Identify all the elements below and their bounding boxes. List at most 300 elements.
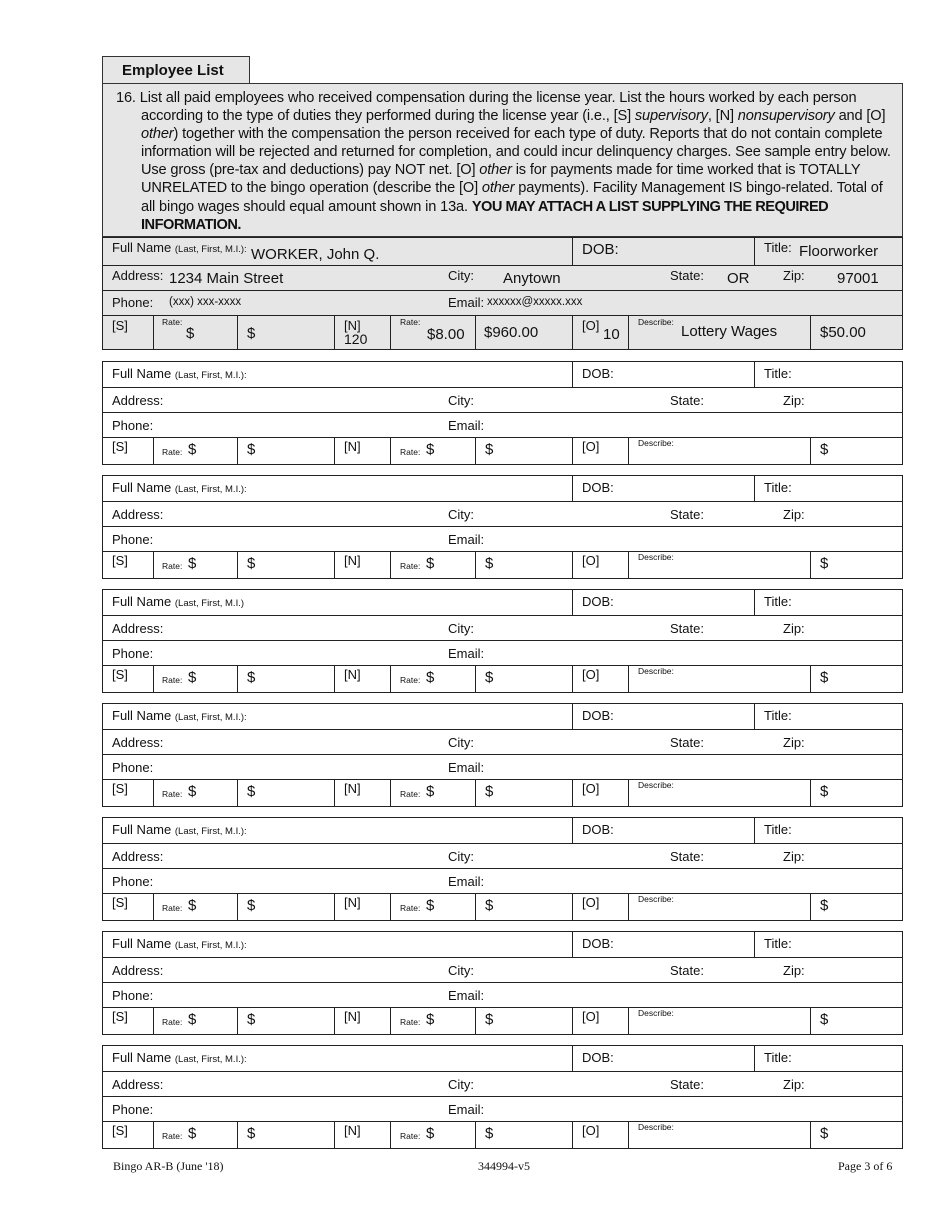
dollar-sign: $ [426, 897, 435, 914]
title-label: Title: [764, 936, 792, 951]
instruction-other: other [141, 126, 174, 143]
title-label: Title: [764, 480, 792, 495]
state-label: State: [670, 393, 704, 408]
o-hours-cell[interactable] [572, 894, 628, 920]
o-amount-cell[interactable] [810, 1122, 902, 1148]
dob-cell[interactable] [572, 590, 754, 615]
phone-row[interactable] [103, 413, 902, 438]
title-label: Title: [764, 366, 792, 381]
employee-record [102, 703, 903, 807]
city-label: City: [448, 393, 474, 408]
dollar-sign: $ [820, 555, 829, 572]
pay-row [103, 780, 902, 806]
email-label: Email: [448, 874, 485, 889]
n-label: [N] [344, 1123, 361, 1138]
address-row [103, 266, 902, 291]
n-amount-cell[interactable] [475, 1008, 572, 1034]
n-hours-cell[interactable] [334, 666, 390, 692]
rate-label: Rate: [162, 1017, 183, 1027]
s-rate-cell[interactable] [153, 438, 237, 464]
phone-label: Phone: [112, 532, 154, 547]
full-name-label: Full Name (Last, First, M.I.): [112, 936, 247, 951]
o-amount-cell[interactable] [810, 780, 902, 806]
zip-value[interactable]: 97001 [837, 270, 879, 287]
email-label: Email: [448, 646, 485, 661]
name-row [103, 238, 902, 266]
instruction-text: payments). Facility Management IS bingo-related. Total of all bingo wages should equal amount shown in 13a. [141, 180, 883, 215]
address-label: Address: [112, 735, 164, 750]
o-amount-cell[interactable] [810, 1008, 902, 1034]
s-rate-cell[interactable] [153, 1122, 237, 1148]
rate-label: Rate: [400, 561, 421, 571]
o-label: [O] [582, 1123, 600, 1138]
dob-cell[interactable] [572, 932, 754, 957]
title-cell[interactable] [754, 362, 902, 387]
name-row [103, 476, 902, 502]
address-label: Address: [112, 963, 164, 978]
s-label: [S] [112, 781, 128, 796]
dollar-sign: $ [188, 783, 197, 800]
rate-label: Rate: [162, 789, 183, 799]
s-label: [S] [112, 439, 128, 454]
dob-label: DOB: [582, 366, 614, 381]
n-label: [N] [344, 439, 361, 454]
address-label: Address: [112, 507, 164, 522]
dollar-sign: $ [820, 441, 829, 458]
o-amount-cell[interactable] [810, 316, 902, 349]
pay-row [103, 1122, 902, 1148]
o-label: [O] [582, 1009, 600, 1024]
dollar-sign: $ [820, 1125, 829, 1142]
describe-label: Describe: [638, 438, 674, 448]
dollar-sign: $ [247, 441, 256, 458]
o-hours-cell[interactable] [572, 780, 628, 806]
phone-label: Phone: [112, 760, 154, 775]
n-rate-cell[interactable] [390, 1008, 475, 1034]
instruction-other: other [479, 162, 512, 179]
state-label: State: [670, 963, 704, 978]
address-label: Address: [112, 849, 164, 864]
zip-label: Zip: [783, 507, 805, 522]
n-label: [N] [344, 667, 361, 682]
dob-label: DOB: [582, 708, 614, 723]
dob-cell[interactable] [572, 362, 754, 387]
n-amount-value: $960.00 [484, 324, 539, 341]
o-hours-cell[interactable] [572, 316, 628, 349]
s-rate-cell[interactable] [153, 780, 237, 806]
instruction-other: other [481, 180, 515, 197]
email-value[interactable]: xxxxxx@xxxxx.xxx [487, 296, 583, 308]
dollar-sign: $ [188, 1125, 197, 1142]
city-value[interactable]: Anytown [503, 270, 561, 287]
describe-label: Describe: [638, 666, 674, 676]
o-hours-value: 10 [603, 326, 620, 343]
dob-cell[interactable] [572, 1046, 754, 1071]
title-cell[interactable] [754, 932, 902, 957]
employee-record [102, 1045, 903, 1149]
instruction-text: and [O] [834, 108, 886, 125]
pay-row [103, 894, 902, 920]
s-rate-cell[interactable] [153, 894, 237, 920]
footer-form-id: Bingo AR-B (June '18) [113, 1159, 224, 1173]
s-amount-cell[interactable] [237, 552, 334, 578]
dollar-sign: $ [426, 1011, 435, 1028]
o-label: [O] [582, 553, 600, 568]
phone-row[interactable] [103, 527, 902, 552]
o-describe-cell[interactable] [628, 894, 810, 920]
dob-label: DOB: [582, 594, 614, 609]
dollar-sign: $ [247, 1011, 256, 1028]
n-rate-cell[interactable] [390, 894, 475, 920]
o-describe-cell[interactable] [628, 1122, 810, 1148]
n-rate-cell[interactable] [390, 316, 475, 349]
dollar-sign: $ [247, 897, 256, 914]
n-rate-value: $8.00 [427, 326, 465, 343]
phone-row[interactable] [103, 1097, 902, 1122]
city-label: City: [448, 735, 474, 750]
name-row [103, 932, 902, 958]
rate-label: Rate: [400, 1131, 421, 1141]
dollar-sign: $ [820, 1011, 829, 1028]
s-rate-cell[interactable] [153, 666, 237, 692]
n-label: [N] [344, 1009, 361, 1024]
phone-label: Phone: [112, 295, 154, 310]
instructions-block [102, 83, 903, 237]
dob-label: DOB: [582, 480, 614, 495]
zip-label: Zip: [783, 963, 805, 978]
title-cell[interactable] [754, 1046, 902, 1071]
name-row [103, 1046, 902, 1072]
address-value[interactable]: 1234 Main Street [169, 270, 284, 287]
employee-record [102, 817, 903, 921]
n-hours-value: 120 [344, 331, 368, 347]
n-label: [N] [344, 553, 361, 568]
s-rate-cell[interactable] [153, 1008, 237, 1034]
dollar-sign: $ [485, 441, 494, 458]
n-hours-cell[interactable] [334, 552, 390, 578]
describe-label: Describe: [638, 317, 674, 327]
employee-record [102, 475, 903, 579]
instruction-number: 16. [116, 90, 136, 106]
state-label: State: [670, 268, 704, 283]
s-label: [S] [112, 553, 128, 568]
s-amount-cell[interactable] [237, 1008, 334, 1034]
dollar-sign: $ [485, 1125, 494, 1142]
name-row [103, 590, 902, 616]
pay-row [103, 1008, 902, 1034]
o-amount-cell[interactable] [810, 552, 902, 578]
n-hours-cell[interactable] [334, 1122, 390, 1148]
o-label: [O] [582, 439, 600, 454]
full-name-label: Full Name (Last, First, M.I.) [112, 594, 245, 609]
dob-cell[interactable] [572, 704, 754, 729]
dollar-sign: $ [485, 1011, 494, 1028]
o-describe-cell[interactable] [628, 666, 810, 692]
dollar-sign: $ [186, 325, 195, 342]
dob-label: DOB: [582, 936, 614, 951]
n-rate-cell[interactable] [390, 666, 475, 692]
dollar-sign: $ [426, 441, 435, 458]
zip-label: Zip: [783, 849, 805, 864]
rate-label: Rate: [162, 675, 183, 685]
phone-label: Phone: [112, 418, 154, 433]
dollar-sign: $ [426, 1125, 435, 1142]
n-amount-cell[interactable] [475, 1122, 572, 1148]
n-rate-cell[interactable] [390, 780, 475, 806]
o-label: [O] [582, 781, 600, 796]
o-hours-cell[interactable] [572, 438, 628, 464]
o-label: [O] [582, 318, 600, 333]
dollar-sign: $ [426, 669, 435, 686]
email-label: Email: [448, 418, 485, 433]
n-amount-cell[interactable] [475, 438, 572, 464]
n-amount-cell[interactable] [475, 894, 572, 920]
instruction-text: is for payments made for time worked that is TOTALLY UNRELATED to the bingo operation (describe the [O] [141, 162, 861, 197]
instruction-text: , [N] [707, 108, 738, 125]
state-label: State: [670, 1077, 704, 1092]
describe-label: Describe: [638, 1008, 674, 1018]
n-hours-cell[interactable] [334, 780, 390, 806]
dob-label: DOB: [582, 241, 619, 258]
phone-row[interactable] [103, 641, 902, 666]
o-hours-cell[interactable] [572, 552, 628, 578]
phone-row[interactable] [103, 983, 902, 1008]
dollar-sign: $ [247, 555, 256, 572]
o-hours-cell[interactable] [572, 666, 628, 692]
name-row [103, 704, 902, 730]
s-amount-cell[interactable] [237, 1122, 334, 1148]
address-row[interactable] [103, 958, 902, 983]
full-name-label: Full Name (Last, First, M.I.): [112, 822, 247, 837]
rate-label: Rate: [400, 789, 421, 799]
phone-label: Phone: [112, 874, 154, 889]
dollar-sign: $ [188, 555, 197, 572]
n-rate-cell[interactable] [390, 1122, 475, 1148]
full-name-label: Full Name (Last, First, M.I.): [112, 240, 247, 255]
s-rate-cell[interactable] [153, 552, 237, 578]
describe-label: Describe: [638, 552, 674, 562]
full-name-label: Full Name (Last, First, M.I.): [112, 708, 247, 723]
o-label: [O] [582, 895, 600, 910]
s-amount-cell[interactable] [237, 316, 334, 349]
o-hours-cell[interactable] [572, 1122, 628, 1148]
address-row[interactable] [103, 502, 902, 527]
sample-employee-record [102, 237, 903, 350]
rate-label: Rate: [162, 317, 183, 327]
state-label: State: [670, 621, 704, 636]
o-hours-cell[interactable] [572, 1008, 628, 1034]
email-label: Email: [448, 1102, 485, 1117]
city-label: City: [448, 963, 474, 978]
dollar-sign: $ [485, 897, 494, 914]
dollar-sign: $ [247, 325, 256, 342]
city-label: City: [448, 268, 474, 283]
n-label: [N] [344, 318, 361, 333]
address-label: Address: [112, 621, 164, 636]
dollar-sign: $ [188, 1011, 197, 1028]
pay-row [103, 438, 902, 464]
describe-label: Describe: [638, 1122, 674, 1132]
n-amount-cell[interactable] [475, 316, 572, 349]
phone-row[interactable] [103, 869, 902, 894]
state-label: State: [670, 849, 704, 864]
title-label: Title: [764, 1050, 792, 1065]
dollar-sign: $ [188, 669, 197, 686]
zip-label: Zip: [783, 393, 805, 408]
s-label: [S] [112, 318, 128, 333]
dollar-sign: $ [820, 783, 829, 800]
address-row[interactable] [103, 844, 902, 869]
n-rate-cell[interactable] [390, 438, 475, 464]
title-cell[interactable] [754, 238, 902, 265]
employee-list-tab: Employee List [102, 56, 250, 83]
dollar-sign: $ [188, 897, 197, 914]
o-amount-cell[interactable] [810, 438, 902, 464]
s-amount-cell[interactable] [237, 438, 334, 464]
title-cell[interactable] [754, 818, 902, 843]
title-value: Floorworker [799, 243, 879, 260]
title-label: Title: [764, 240, 792, 255]
dollar-sign: $ [426, 783, 435, 800]
address-label: Address: [112, 1077, 164, 1092]
zip-label: Zip: [783, 268, 805, 283]
pay-row [103, 552, 902, 578]
s-amount-cell[interactable] [237, 894, 334, 920]
email-label: Email: [448, 532, 485, 547]
n-hours-cell[interactable] [334, 894, 390, 920]
title-cell[interactable] [754, 476, 902, 501]
o-amount-cell[interactable] [810, 666, 902, 692]
n-rate-cell[interactable] [390, 552, 475, 578]
title-label: Title: [764, 708, 792, 723]
n-hours-cell[interactable] [334, 1008, 390, 1034]
dob-cell[interactable] [572, 238, 754, 265]
instruction-text: List all paid employees who received compensation during the license year. List the hours worked by each person according to the type of duties they performed during the license year (i.e., [S] [139, 90, 857, 125]
address-row[interactable] [103, 1072, 902, 1097]
o-describe-cell[interactable] [628, 316, 810, 349]
dollar-sign: $ [247, 783, 256, 800]
title-cell[interactable] [754, 704, 902, 729]
dollar-sign: $ [426, 555, 435, 572]
employee-record [102, 361, 903, 465]
rate-label: Rate: [400, 317, 421, 327]
state-label: State: [670, 735, 704, 750]
s-amount-cell[interactable] [237, 666, 334, 692]
phone-row [103, 291, 902, 316]
o-label: [O] [582, 667, 600, 682]
n-label: [N] [344, 781, 361, 796]
city-label: City: [448, 621, 474, 636]
employee-record [102, 931, 903, 1035]
address-row[interactable] [103, 388, 902, 413]
state-label: State: [670, 507, 704, 522]
s-label: [S] [112, 1009, 128, 1024]
dob-label: DOB: [582, 822, 614, 837]
instruction-text: ) together with the compensation the person received for each type of duty. Reports that do not contain complete information will be rejected and returned for completion, and could incur delinquency charges. See sample entry below. Use gross (pre-tax and deductions) pay NOT net. [O] [141, 126, 891, 179]
describe-label: Describe: [638, 780, 674, 790]
email-label: Email: [448, 988, 485, 1003]
full-name-label: Full Name (Last, First, M.I.): [112, 366, 247, 381]
address-label: Address: [112, 268, 164, 283]
dollar-sign: $ [820, 897, 829, 914]
s-label: [S] [112, 1123, 128, 1138]
zip-label: Zip: [783, 735, 805, 750]
o-describe-value: Lottery Wages [681, 323, 778, 340]
dollar-sign: $ [820, 669, 829, 686]
o-describe-cell[interactable] [628, 780, 810, 806]
n-label: [N] [344, 895, 361, 910]
dob-label: DOB: [582, 1050, 614, 1065]
pay-row [103, 666, 902, 692]
s-label: [S] [112, 895, 128, 910]
zip-label: Zip: [783, 1077, 805, 1092]
dob-cell[interactable] [572, 818, 754, 843]
employee-record [102, 589, 903, 693]
full-name-value[interactable]: WORKER, John Q. [251, 246, 380, 263]
dollar-sign: $ [188, 441, 197, 458]
city-label: City: [448, 507, 474, 522]
dollar-sign: $ [485, 669, 494, 686]
address-row[interactable] [103, 616, 902, 641]
full-name-label: Full Name (Last, First, M.I.): [112, 1050, 247, 1065]
city-label: City: [448, 849, 474, 864]
dob-cell[interactable] [572, 476, 754, 501]
footer-page-number: Page 3 of 6 [838, 1159, 893, 1173]
s-rate-cell[interactable] [153, 316, 237, 349]
address-label: Address: [112, 393, 164, 408]
title-label: Title: [764, 594, 792, 609]
rate-label: Rate: [400, 1017, 421, 1027]
phone-row[interactable] [103, 755, 902, 780]
rate-label: Rate: [400, 903, 421, 913]
rate-label: Rate: [162, 903, 183, 913]
o-describe-cell[interactable] [628, 438, 810, 464]
instruction-nonsupervisory: nonsupervisory [737, 108, 835, 125]
title-cell[interactable] [754, 590, 902, 615]
dollar-sign: $ [485, 783, 494, 800]
name-row [103, 818, 902, 844]
rate-label: Rate: [400, 447, 421, 457]
n-amount-cell[interactable] [475, 666, 572, 692]
dollar-sign: $ [247, 669, 256, 686]
phone-value[interactable]: (xxx) xxx-xxxx [169, 296, 242, 308]
n-hours-cell[interactable] [334, 316, 390, 349]
pay-row [103, 316, 902, 349]
dollar-sign: $ [247, 1125, 256, 1142]
rate-label: Rate: [162, 561, 183, 571]
state-value[interactable]: OR [727, 270, 750, 287]
full-name-label: Full Name (Last, First, M.I.): [112, 480, 247, 495]
s-amount-cell[interactable] [237, 780, 334, 806]
n-amount-cell[interactable] [475, 780, 572, 806]
describe-label: Describe: [638, 894, 674, 904]
zip-label: Zip: [783, 621, 805, 636]
address-row[interactable] [103, 730, 902, 755]
instruction-supervisory: supervisory [634, 108, 708, 125]
n-hours-cell[interactable] [334, 438, 390, 464]
title-label: Title: [764, 822, 792, 837]
rate-label: Rate: [162, 447, 183, 457]
o-describe-cell[interactable] [628, 552, 810, 578]
o-amount-value: $50.00 [820, 324, 866, 341]
name-row [103, 362, 902, 388]
n-amount-cell[interactable] [475, 552, 572, 578]
city-label: City: [448, 1077, 474, 1092]
s-label: [S] [112, 667, 128, 682]
phone-label: Phone: [112, 1102, 154, 1117]
o-describe-cell[interactable] [628, 1008, 810, 1034]
o-amount-cell[interactable] [810, 894, 902, 920]
